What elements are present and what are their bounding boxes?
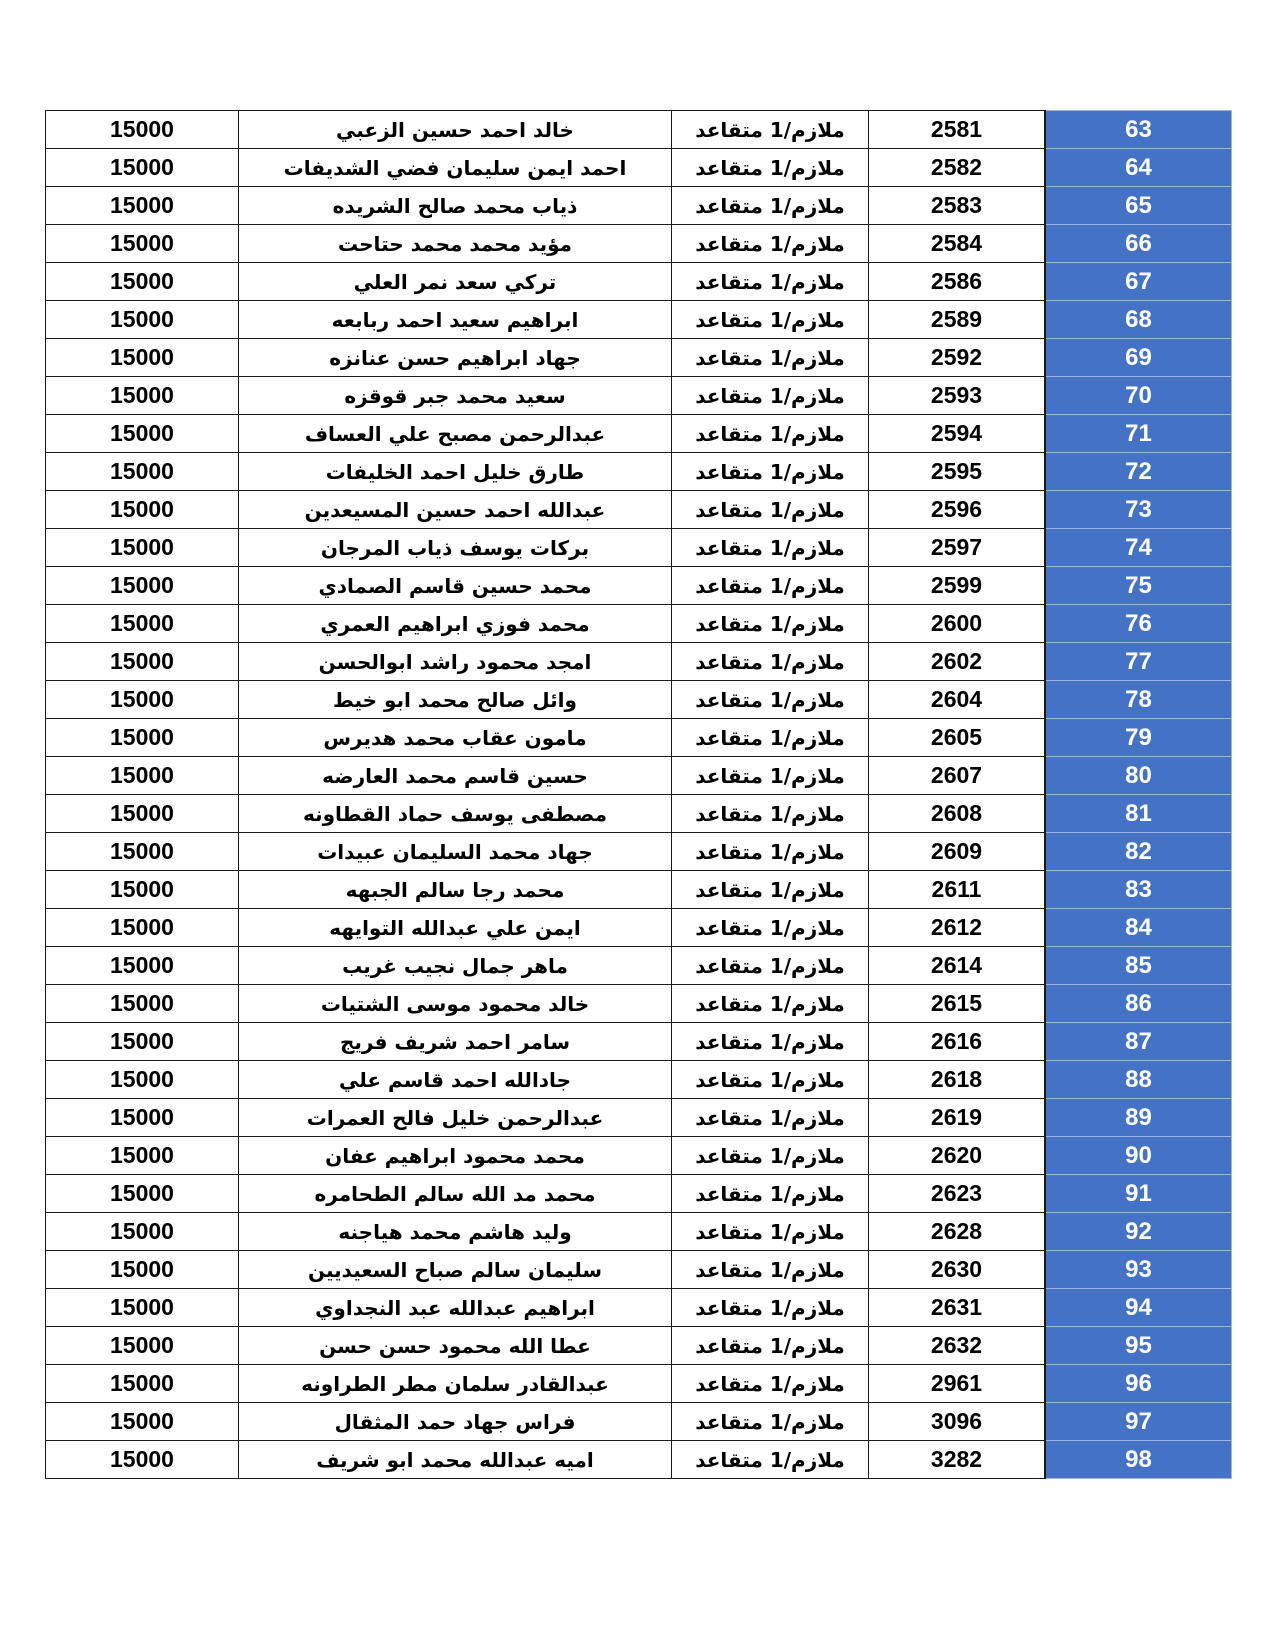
name-cell: محمد مد الله سالم الطحامره [239,1175,672,1213]
sequence-number-cell: 64 [1045,149,1232,187]
rank-cell: ملازم/1 متقاعد [672,719,869,757]
table-row [46,263,1232,301]
id-number-cell: 2584 [869,225,1046,263]
table-row [46,149,1232,187]
amount-cell: 15000 [46,187,239,225]
table-row [46,909,1232,947]
rank-cell: ملازم/1 متقاعد [672,985,869,1023]
amount-cell: 15000 [46,301,239,339]
table-row [46,111,1232,149]
name-cell: امجد محمود راشد ابوالحسن [239,643,672,681]
sequence-number-cell: 87 [1045,1023,1232,1061]
amount-cell: 15000 [46,529,239,567]
rank-cell: ملازم/1 متقاعد [672,301,869,339]
rank-cell: ملازم/1 متقاعد [672,415,869,453]
sequence-number-cell: 93 [1045,1251,1232,1289]
id-number-cell: 2961 [869,1365,1046,1403]
id-number-cell: 2619 [869,1099,1046,1137]
amount-cell: 15000 [46,491,239,529]
name-cell: احمد ايمن سليمان فضي الشديفات [239,149,672,187]
sequence-number-cell: 85 [1045,947,1232,985]
amount-cell: 15000 [46,377,239,415]
name-cell: جادالله احمد قاسم علي [239,1061,672,1099]
name-cell: عبدالرحمن خليل فالح العمرات [239,1099,672,1137]
id-number-cell: 2595 [869,453,1046,491]
name-cell: مصطفى يوسف حماد القطاونه [239,795,672,833]
rank-cell: ملازم/1 متقاعد [672,757,869,795]
rank-cell: ملازم/1 متقاعد [672,643,869,681]
rank-cell: ملازم/1 متقاعد [672,909,869,947]
id-number-cell: 2614 [869,947,1046,985]
sequence-number-cell: 74 [1045,529,1232,567]
id-number-cell: 2600 [869,605,1046,643]
name-cell: عبدالله احمد حسين المسيعدين [239,491,672,529]
amount-cell: 15000 [46,795,239,833]
rank-cell: ملازم/1 متقاعد [672,567,869,605]
id-number-cell: 2594 [869,415,1046,453]
amount-cell: 15000 [46,263,239,301]
name-cell: سعيد محمد جبر قوقزه [239,377,672,415]
amount-cell: 15000 [46,1403,239,1441]
rank-cell: ملازم/1 متقاعد [672,529,869,567]
rank-cell: ملازم/1 متقاعد [672,1365,869,1403]
table-row [46,301,1232,339]
rank-cell: ملازم/1 متقاعد [672,947,869,985]
sequence-number-cell: 78 [1045,681,1232,719]
sequence-number-cell: 72 [1045,453,1232,491]
name-cell: ذياب محمد صالح الشريده [239,187,672,225]
name-cell: بركات يوسف ذياب المرجان [239,529,672,567]
table-row [46,567,1232,605]
roster-table-container [45,110,1225,1479]
amount-cell: 15000 [46,643,239,681]
name-cell: تركي سعد نمر العلي [239,263,672,301]
rank-cell: ملازم/1 متقاعد [672,453,869,491]
id-number-cell: 2618 [869,1061,1046,1099]
amount-cell: 15000 [46,681,239,719]
table-row [46,1441,1232,1479]
rank-cell: ملازم/1 متقاعد [672,225,869,263]
table-row [46,491,1232,529]
roster-table-body [46,111,1232,1479]
name-cell: وائل صالح محمد ابو خيط [239,681,672,719]
table-row [46,1213,1232,1251]
amount-cell: 15000 [46,1251,239,1289]
table-row [46,643,1232,681]
id-number-cell: 2628 [869,1213,1046,1251]
rank-cell: ملازم/1 متقاعد [672,491,869,529]
table-row [46,225,1232,263]
amount-cell: 15000 [46,1365,239,1403]
rank-cell: ملازم/1 متقاعد [672,1441,869,1479]
sequence-number-cell: 97 [1045,1403,1232,1441]
table-row [46,985,1232,1023]
sequence-number-cell: 91 [1045,1175,1232,1213]
rank-cell: ملازم/1 متقاعد [672,1099,869,1137]
id-number-cell: 2602 [869,643,1046,681]
id-number-cell: 2615 [869,985,1046,1023]
table-row [46,339,1232,377]
sequence-number-cell: 98 [1045,1441,1232,1479]
sequence-number-cell: 71 [1045,415,1232,453]
rank-cell: ملازم/1 متقاعد [672,833,869,871]
id-number-cell: 2604 [869,681,1046,719]
table-row [46,453,1232,491]
amount-cell: 15000 [46,909,239,947]
sequence-number-cell: 69 [1045,339,1232,377]
sequence-number-cell: 65 [1045,187,1232,225]
id-number-cell: 2581 [869,111,1046,149]
id-number-cell: 2630 [869,1251,1046,1289]
rank-cell: ملازم/1 متقاعد [672,1327,869,1365]
amount-cell: 15000 [46,567,239,605]
sequence-number-cell: 95 [1045,1327,1232,1365]
rank-cell: ملازم/1 متقاعد [672,149,869,187]
sequence-number-cell: 82 [1045,833,1232,871]
table-row [46,1061,1232,1099]
sequence-number-cell: 81 [1045,795,1232,833]
rank-cell: ملازم/1 متقاعد [672,1403,869,1441]
table-row [46,1251,1232,1289]
name-cell: طارق خليل احمد الخليفات [239,453,672,491]
id-number-cell: 2632 [869,1327,1046,1365]
roster-table [45,110,1232,1479]
rank-cell: ملازم/1 متقاعد [672,1061,869,1099]
rank-cell: ملازم/1 متقاعد [672,339,869,377]
id-number-cell: 2586 [869,263,1046,301]
rank-cell: ملازم/1 متقاعد [672,681,869,719]
amount-cell: 15000 [46,1327,239,1365]
rank-cell: ملازم/1 متقاعد [672,377,869,415]
sequence-number-cell: 63 [1045,111,1232,149]
sequence-number-cell: 77 [1045,643,1232,681]
id-number-cell: 3096 [869,1403,1046,1441]
amount-cell: 15000 [46,1213,239,1251]
name-cell: مؤيد محمد محمد حتاحت [239,225,672,263]
rank-cell: ملازم/1 متقاعد [672,111,869,149]
table-row [46,415,1232,453]
id-number-cell: 2592 [869,339,1046,377]
sequence-number-cell: 84 [1045,909,1232,947]
amount-cell: 15000 [46,833,239,871]
name-cell: محمد محمود ابراهيم عفان [239,1137,672,1175]
name-cell: خالد محمود موسى الشتيات [239,985,672,1023]
sequence-number-cell: 76 [1045,605,1232,643]
table-row [46,1175,1232,1213]
amount-cell: 15000 [46,1175,239,1213]
id-number-cell: 2583 [869,187,1046,225]
name-cell: جهاد ابراهيم حسن عنانزه [239,339,672,377]
amount-cell: 15000 [46,339,239,377]
sequence-number-cell: 90 [1045,1137,1232,1175]
sequence-number-cell: 79 [1045,719,1232,757]
amount-cell: 15000 [46,757,239,795]
table-row [46,1403,1232,1441]
table-row [46,529,1232,567]
amount-cell: 15000 [46,453,239,491]
name-cell: اميه عبدالله محمد ابو شريف [239,1441,672,1479]
id-number-cell: 2612 [869,909,1046,947]
table-row [46,605,1232,643]
table-row [46,1023,1232,1061]
table-row [46,1365,1232,1403]
table-row [46,1137,1232,1175]
id-number-cell: 2620 [869,1137,1046,1175]
amount-cell: 15000 [46,871,239,909]
amount-cell: 15000 [46,605,239,643]
amount-cell: 15000 [46,225,239,263]
sequence-number-cell: 70 [1045,377,1232,415]
amount-cell: 15000 [46,1061,239,1099]
sequence-number-cell: 66 [1045,225,1232,263]
name-cell: جهاد محمد السليمان عبيدات [239,833,672,871]
name-cell: ماهر جمال نجيب غريب [239,947,672,985]
name-cell: فراس جهاد حمد المثقال [239,1403,672,1441]
amount-cell: 15000 [46,1099,239,1137]
id-number-cell: 2631 [869,1289,1046,1327]
name-cell: محمد حسين قاسم الصمادي [239,567,672,605]
id-number-cell: 2593 [869,377,1046,415]
name-cell: عبدالرحمن مصبح علي العساف [239,415,672,453]
name-cell: وليد هاشم محمد هياجنه [239,1213,672,1251]
id-number-cell: 2608 [869,795,1046,833]
table-row [46,1099,1232,1137]
id-number-cell: 2599 [869,567,1046,605]
id-number-cell: 2611 [869,871,1046,909]
amount-cell: 15000 [46,415,239,453]
table-row [46,681,1232,719]
name-cell: عطا الله محمود حسن حسن [239,1327,672,1365]
sequence-number-cell: 89 [1045,1099,1232,1137]
name-cell: مامون عقاب محمد هديرس [239,719,672,757]
rank-cell: ملازم/1 متقاعد [672,187,869,225]
rank-cell: ملازم/1 متقاعد [672,1251,869,1289]
name-cell: سليمان سالم صباح السعيديين [239,1251,672,1289]
sequence-number-cell: 80 [1045,757,1232,795]
amount-cell: 15000 [46,149,239,187]
sequence-number-cell: 86 [1045,985,1232,1023]
table-row [46,719,1232,757]
sequence-number-cell: 68 [1045,301,1232,339]
table-row [46,795,1232,833]
amount-cell: 15000 [46,1137,239,1175]
table-row [46,871,1232,909]
rank-cell: ملازم/1 متقاعد [672,1289,869,1327]
amount-cell: 15000 [46,719,239,757]
sequence-number-cell: 67 [1045,263,1232,301]
id-number-cell: 2589 [869,301,1046,339]
sequence-number-cell: 94 [1045,1289,1232,1327]
rank-cell: ملازم/1 متقاعد [672,1137,869,1175]
name-cell: حسين قاسم محمد العارضه [239,757,672,795]
amount-cell: 15000 [46,947,239,985]
rank-cell: ملازم/1 متقاعد [672,1175,869,1213]
id-number-cell: 3282 [869,1441,1046,1479]
id-number-cell: 2596 [869,491,1046,529]
rank-cell: ملازم/1 متقاعد [672,871,869,909]
sequence-number-cell: 73 [1045,491,1232,529]
amount-cell: 15000 [46,111,239,149]
name-cell: ابراهيم سعيد احمد ربابعه [239,301,672,339]
rank-cell: ملازم/1 متقاعد [672,1023,869,1061]
id-number-cell: 2597 [869,529,1046,567]
amount-cell: 15000 [46,985,239,1023]
amount-cell: 15000 [46,1289,239,1327]
table-row [46,1289,1232,1327]
id-number-cell: 2623 [869,1175,1046,1213]
table-row [46,947,1232,985]
table-row [46,833,1232,871]
id-number-cell: 2616 [869,1023,1046,1061]
name-cell: ايمن علي عبدالله التوايهه [239,909,672,947]
table-row [46,1327,1232,1365]
table-row [46,187,1232,225]
sequence-number-cell: 96 [1045,1365,1232,1403]
name-cell: عبدالقادر سلمان مطر الطراونه [239,1365,672,1403]
rank-cell: ملازم/1 متقاعد [672,605,869,643]
name-cell: محمد فوزي ابراهيم العمري [239,605,672,643]
id-number-cell: 2582 [869,149,1046,187]
name-cell: محمد رجا سالم الجبهه [239,871,672,909]
rank-cell: ملازم/1 متقاعد [672,795,869,833]
sequence-number-cell: 83 [1045,871,1232,909]
id-number-cell: 2609 [869,833,1046,871]
table-row [46,757,1232,795]
rank-cell: ملازم/1 متقاعد [672,263,869,301]
id-number-cell: 2605 [869,719,1046,757]
name-cell: خالد احمد حسين الزعبي [239,111,672,149]
rank-cell: ملازم/1 متقاعد [672,1213,869,1251]
amount-cell: 15000 [46,1441,239,1479]
name-cell: سامر احمد شريف فريج [239,1023,672,1061]
table-row [46,377,1232,415]
sequence-number-cell: 75 [1045,567,1232,605]
sequence-number-cell: 88 [1045,1061,1232,1099]
id-number-cell: 2607 [869,757,1046,795]
sequence-number-cell: 92 [1045,1213,1232,1251]
name-cell: ابراهيم عبدالله عبد النجداوي [239,1289,672,1327]
amount-cell: 15000 [46,1023,239,1061]
